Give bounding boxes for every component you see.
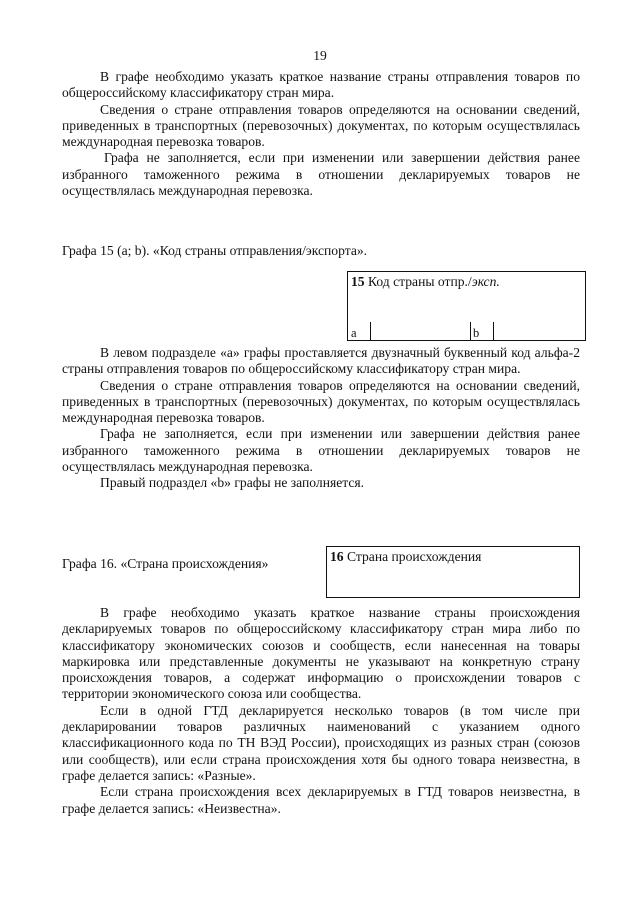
field15-subfield-b-right-divider	[493, 322, 494, 340]
field15-heading: Графа 15 (a; b). «Код страны отправления/экспорта».	[62, 243, 368, 258]
field16-section	[62, 605, 580, 817]
field15-form-box	[347, 271, 586, 341]
field15-box-label: Код страны отпр./	[368, 274, 472, 289]
field16-box-number: 16	[330, 549, 344, 564]
field15-box-number: 15	[351, 274, 365, 289]
field16-paragraph-2: Если в одной ГТД декларируется несколько товаров (в том числе при декларировании товаров различных наименований с указанием одного классификационного кода по ТН ВЭД России), происходящих из разных стран (союзов или сообществ), или если страна происхождения хотя бы одного товара неизвестна, в графе делается запись: «Разные».	[62, 702, 580, 783]
field15-paragraph-3: Графа не заполняется, если при изменении или завершении действия ранее избранного таможенного режима в отношении декларируемых товаров не осуществлялась международная перевозка.	[62, 426, 580, 475]
field16-paragraph-1: В графе необходимо указать краткое название страны происхождения декларируемых товаров по общероссийскому классификатору стран мира либо по классификатору экономических союзов и сообществ, если нанесенная на товары маркировка или представленные документы не указывают на конкретную страну происхождения товаров, а содержат информацию о происхождении товаров с территории экономического союза или сообщества.	[62, 605, 580, 702]
field15-subfield-b-label: b	[473, 326, 480, 340]
field16-box-title	[330, 549, 481, 565]
intro-section	[62, 69, 580, 199]
field16-form-box	[326, 546, 580, 598]
field15-subfield-a-divider	[370, 322, 371, 340]
field15-box-title	[351, 274, 500, 290]
field16-paragraph-3: Если страна происхождения всех декларируемых в ГТД товаров неизвестна, в графе делается запись: «Неизвестна».	[62, 784, 580, 816]
field15-paragraph-4: Правый подраздел «b» графы не заполняется.	[100, 475, 365, 491]
field16-heading: Графа 16. «Страна происхождения»	[62, 556, 269, 571]
intro-paragraph-2: Сведения о стране отправления товаров определяются на основании сведений, приведенных в транспортных (перевозочных) документах, по которым осуществлялась международная перевозка товаров.	[62, 101, 580, 150]
field15-subfield-a-label: a	[351, 326, 357, 340]
intro-paragraph-3: Графа не заполняется, если при изменении или завершении действия ранее избранного таможенного режима в отношении декларируемых товаров не осуществлялась международная перевозка.	[62, 150, 580, 199]
intro-paragraph-1: В графе необходимо указать краткое название страны отправления товаров по общероссийскому классификатору стран мира.	[62, 69, 580, 101]
field16-box-label: Страна происхождения	[347, 549, 482, 564]
page-number: 19	[313, 48, 327, 63]
field15-box-label-italic: эксп.	[471, 274, 500, 289]
field15-paragraph-1: В левом подразделе «а» графы проставляется двузначный буквенный код альфа-2 страны отправления товаров по общероссийскому классификатору стран мира.	[62, 345, 580, 377]
field15-paragraph-2: Сведения о стране отправления товаров определяются на основании сведений, приведенных в транспортных (перевозочных) документах, по которым осуществлялась международная перевозка товаров.	[62, 377, 580, 426]
field15-subfield-b-left-divider	[470, 322, 471, 340]
field15-section	[62, 345, 580, 492]
